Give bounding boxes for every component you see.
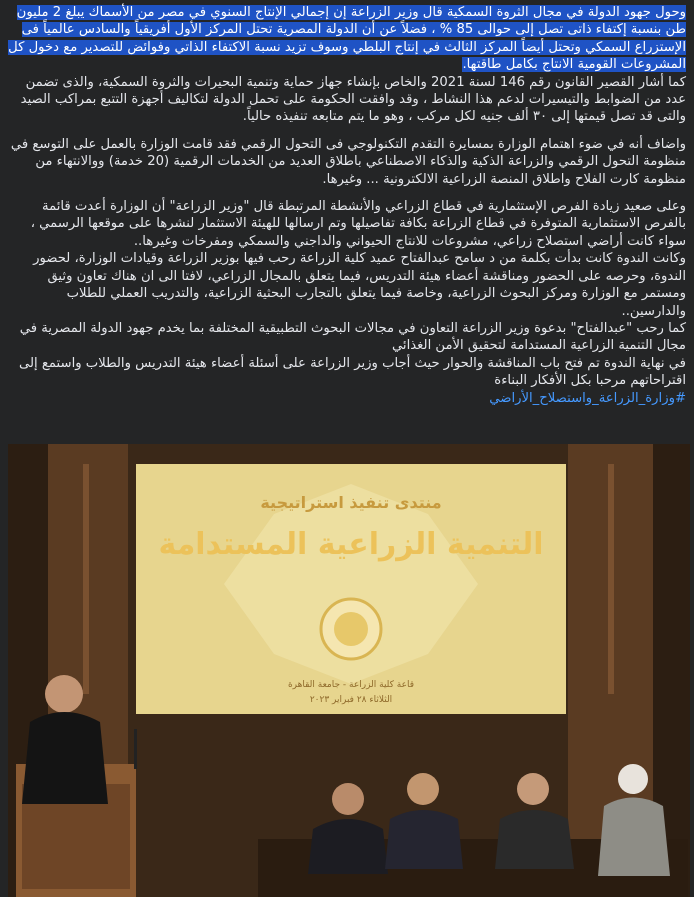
post-paragraph-2: كما أشار القصير القانون رقم 146 لسنة 2021 والخاص بإنشاء جهاز حماية وتنمية البحيرات والثروة السمكية، والذى تضمن عدد من الضوابط والتيسيرات لدعم هذا النشاط ، وقد وافقت الحكومة على تحمل الدولة لتكاليف أجهزة التتبع بمراكب الصيد والتى قد تصل قيمتها إلى ٣٠ ألف جنيه لكل مركب ، وهو ما يتم متابعه تنفيذه حالياً. — [20, 74, 686, 125]
post-paragraph-1 — [8, 4, 686, 74]
post-paragraph-3: واضاف أنه في ضوء اهتمام الوزارة بمسايرة التقدم التكنولوجي فى التحول الرقمي فقد قامت الوزارة بالعمل على التوسع في منظومة التحول الرقمي والزراعة الذكية والذكاء الاصطناعي باطلاق العديد من الخدمات الرقمية (20 خدمة) ووالانتهاء من منظومة كارت الفلاح واطلاق المنصة الزراعية الالكترونية ... وغيرها. — [10, 136, 686, 187]
post-paragraph-7: في نهاية الندوة تم فتح باب المناقشة والحوار حيث أجاب وزير الزراعة على أسئلة أعضاء هيئة التدريس والطلاب واستمع إلى اقتراحاتهم مرحبا بكل الأفكار البناءة — [19, 355, 686, 389]
speaker-body — [22, 712, 108, 804]
attendee-3-body — [495, 810, 574, 869]
ministry-emblem-inner — [334, 612, 368, 646]
post-text — [0, 0, 694, 442]
panel-slat-2 — [608, 464, 614, 694]
banner-venue: قاعة كلية الزراعة - جامعة القاهرة — [287, 680, 415, 690]
post-photo[interactable] — [8, 444, 690, 897]
attendee-1-body — [308, 819, 388, 874]
post-paragraph-6: كما رحب "عبدالفتاح" بدعوة وزير الزراعة التعاون في مجالات البحوث التطبيقية المختلفة بما يخدم جهود الدولة المصرية في مجال التنمية الزراعية المستدامة لتحقيق الأمن الغذائي — [19, 320, 686, 354]
attendee-2-body — [385, 810, 463, 869]
hashtag-link[interactable]: #وزارة_الزراعة_واستصلاح_الأراضي — [489, 390, 686, 406]
banner-line-1: منتدى تنفيذ استراتيجية — [260, 493, 442, 512]
selected-text[interactable]: وحول جهود الدولة في مجال الثروة السمكية قال وزير الزراعة إن إجمالي الإنتاج السنوي في مصر من الأسماك يبلغ 2 مليون طن بنسبة إكتفاء ذاتى تصل إلى حوالى 85 % ، فضلاً عن أن الدولة المصرية تحتل المركز الأول أفريقياً والسادس عالمياً فى الإستزراع السمكي وتحتل أيضاً المركز الثالث في إنتاج البلطي وسوف تزيد نسبة الاكتفاء الذاتي وفوائض للتصدير مع دخول كل المشروعات القومية الانتاج بكامل طاقتها. — [8, 5, 686, 73]
attendee-3-head — [517, 773, 549, 805]
panel-slat-1 — [83, 464, 89, 694]
speaker-head — [45, 675, 83, 713]
attendee-1-head — [332, 783, 364, 815]
attendee-4-head — [618, 764, 648, 794]
banner-date: الثلاثاء ٢٨ فبراير ٢٠٢٣ — [309, 695, 393, 705]
banner-line-2: التنمية الزراعية المستدامة — [158, 527, 544, 562]
attendee-2-head — [407, 773, 439, 805]
attendee-4-body — [598, 798, 670, 877]
post-paragraph-5: وكانت الندوة كانت بدأت بكلمة من د سامح عبدالفتاح عميد كلية الزراعة رحب فيها بوزير الزراعة وقيادات الوزارة، لحضور الندوة، وحرصه على الحضور ومناقشة أعضاء هيئة التدريس، فيما يتعلق بالمجال الزراعي، لافتا الى ان هناك تعاون وثيق ومستمر مع الوزارة ومركز البحوث الزراعية، وخاصة فيما يتعلق بالتجارب البحثية الزراعية، والتدريب العملي للطلاب والدارسين.. — [33, 251, 686, 319]
post-paragraph-4: وعلى صعيد زيادة الفرص الإستثمارية في قطاع الزراعي والأنشطة المرتبطة قال "وزير الزراعة" أن الوزارة أعدت قائمة بالفرص الاستثمارية المتوفرة في قطاع الزراعة بكافة تفاصيلها وتم ارسالها للهيئة الاستثمار لنشرها على موقعها الرسمي ، سواء كانت أراضي استصلاح زراعي، مشروعات للانتاج الحيواني والداجني والسمكي ومفرخات وغيرها.. — [30, 199, 686, 249]
microphone-stand — [134, 729, 137, 769]
